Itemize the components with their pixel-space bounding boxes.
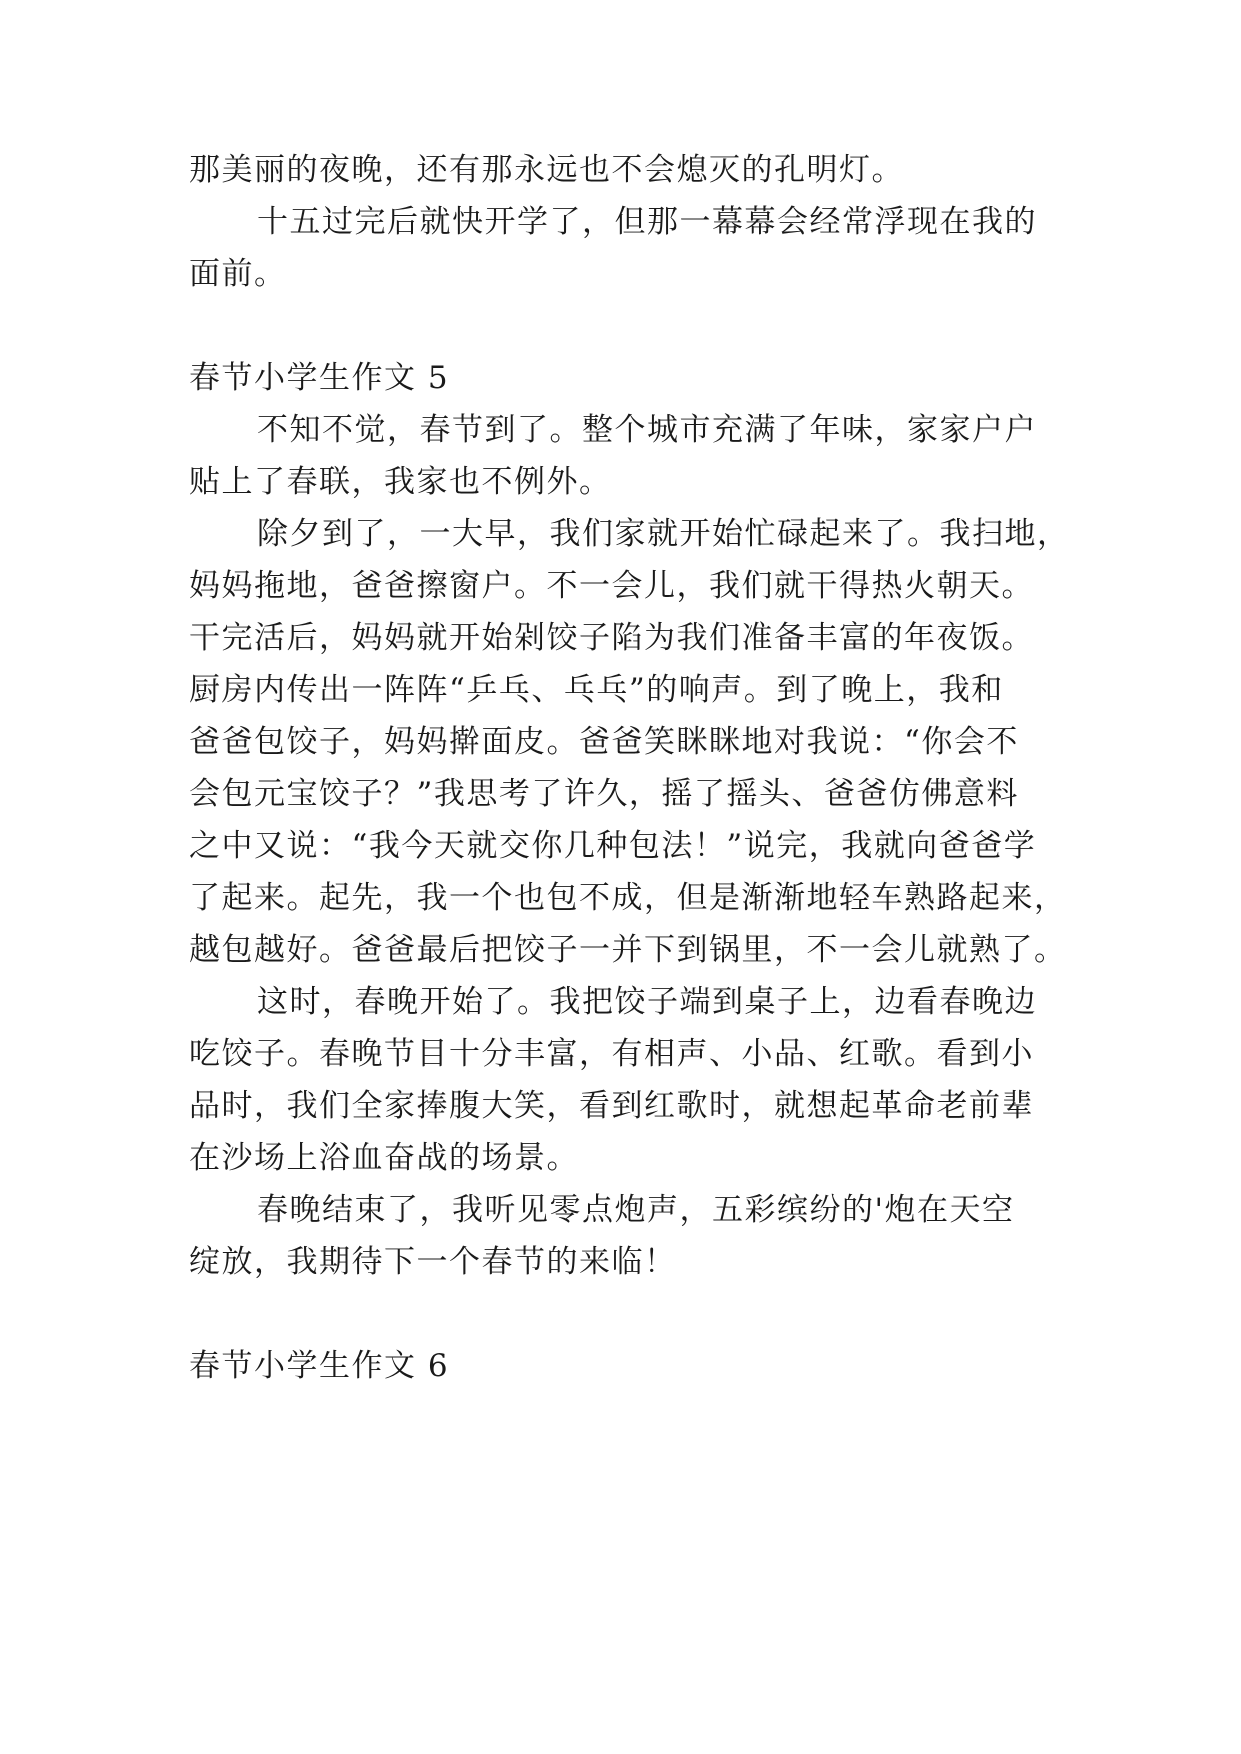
text-line: 爸爸包饺子，妈妈擀面皮。爸爸笑眯眯地对我说：“你会不	[189, 724, 1019, 760]
text-line: 这时，春晚开始了。我把饺子端到桌子上，边看春晚边	[257, 984, 1037, 1020]
section-title: 春节小学生作文 5	[189, 360, 450, 396]
text-line: 品时，我们全家捧腹大笑，看到红歌时，就想起革命老前辈	[189, 1088, 1034, 1124]
text-line: 贴上了春联，我家也不例外。	[189, 464, 612, 500]
text-line: 妈妈拖地，爸爸擦窗户。不一会儿，我们就干得热火朝天。	[189, 568, 1034, 604]
text-line: 在沙场上浴血奋战的场景。	[189, 1140, 579, 1176]
text-line: 面前。	[189, 256, 287, 292]
text-line: 吃饺子。春晚节目十分丰富，有相声、小品、红歌。看到小	[189, 1036, 1034, 1072]
text-line: 那美丽的夜晚，还有那永远也不会熄灭的孔明灯。	[189, 152, 904, 188]
text-line: 除夕到了，一大早，我们家就开始忙碌起来了。我扫地，	[257, 516, 1070, 552]
section-title: 春节小学生作文 6	[189, 1348, 450, 1384]
text-line: 了起来。起先，我一个也包不成，但是渐渐地轻车熟路起来，	[189, 880, 1067, 916]
text-line: 十五过完后就快开学了，但那一幕幕会经常浮现在我的	[257, 204, 1037, 240]
text-line: 之中又说：“我今天就交你几种包法！”说完，我就向爸爸学	[189, 828, 1037, 864]
text-line: 会包元宝饺子？”我思考了许久，摇了摇头、爸爸仿佛意料	[189, 776, 1019, 812]
text-line: 越包越好。爸爸最后把饺子一并下到锅里，不一会儿就熟了。	[189, 932, 1067, 968]
text-line: 春晚结束了，我听见零点炮声，五彩缤纷的'炮在天空	[257, 1192, 1015, 1228]
text-line: 不知不觉，春节到了。整个城市充满了年味，家家户户	[257, 412, 1037, 448]
text-line: 厨房内传出一阵阵“乒乓、乓乓”的响声。到了晚上，我和	[189, 672, 1004, 708]
text-line: 绽放，我期待下一个春节的来临！	[189, 1244, 677, 1280]
text-line: 干完活后，妈妈就开始剁饺子陷为我们准备丰富的年夜饭。	[189, 620, 1034, 656]
